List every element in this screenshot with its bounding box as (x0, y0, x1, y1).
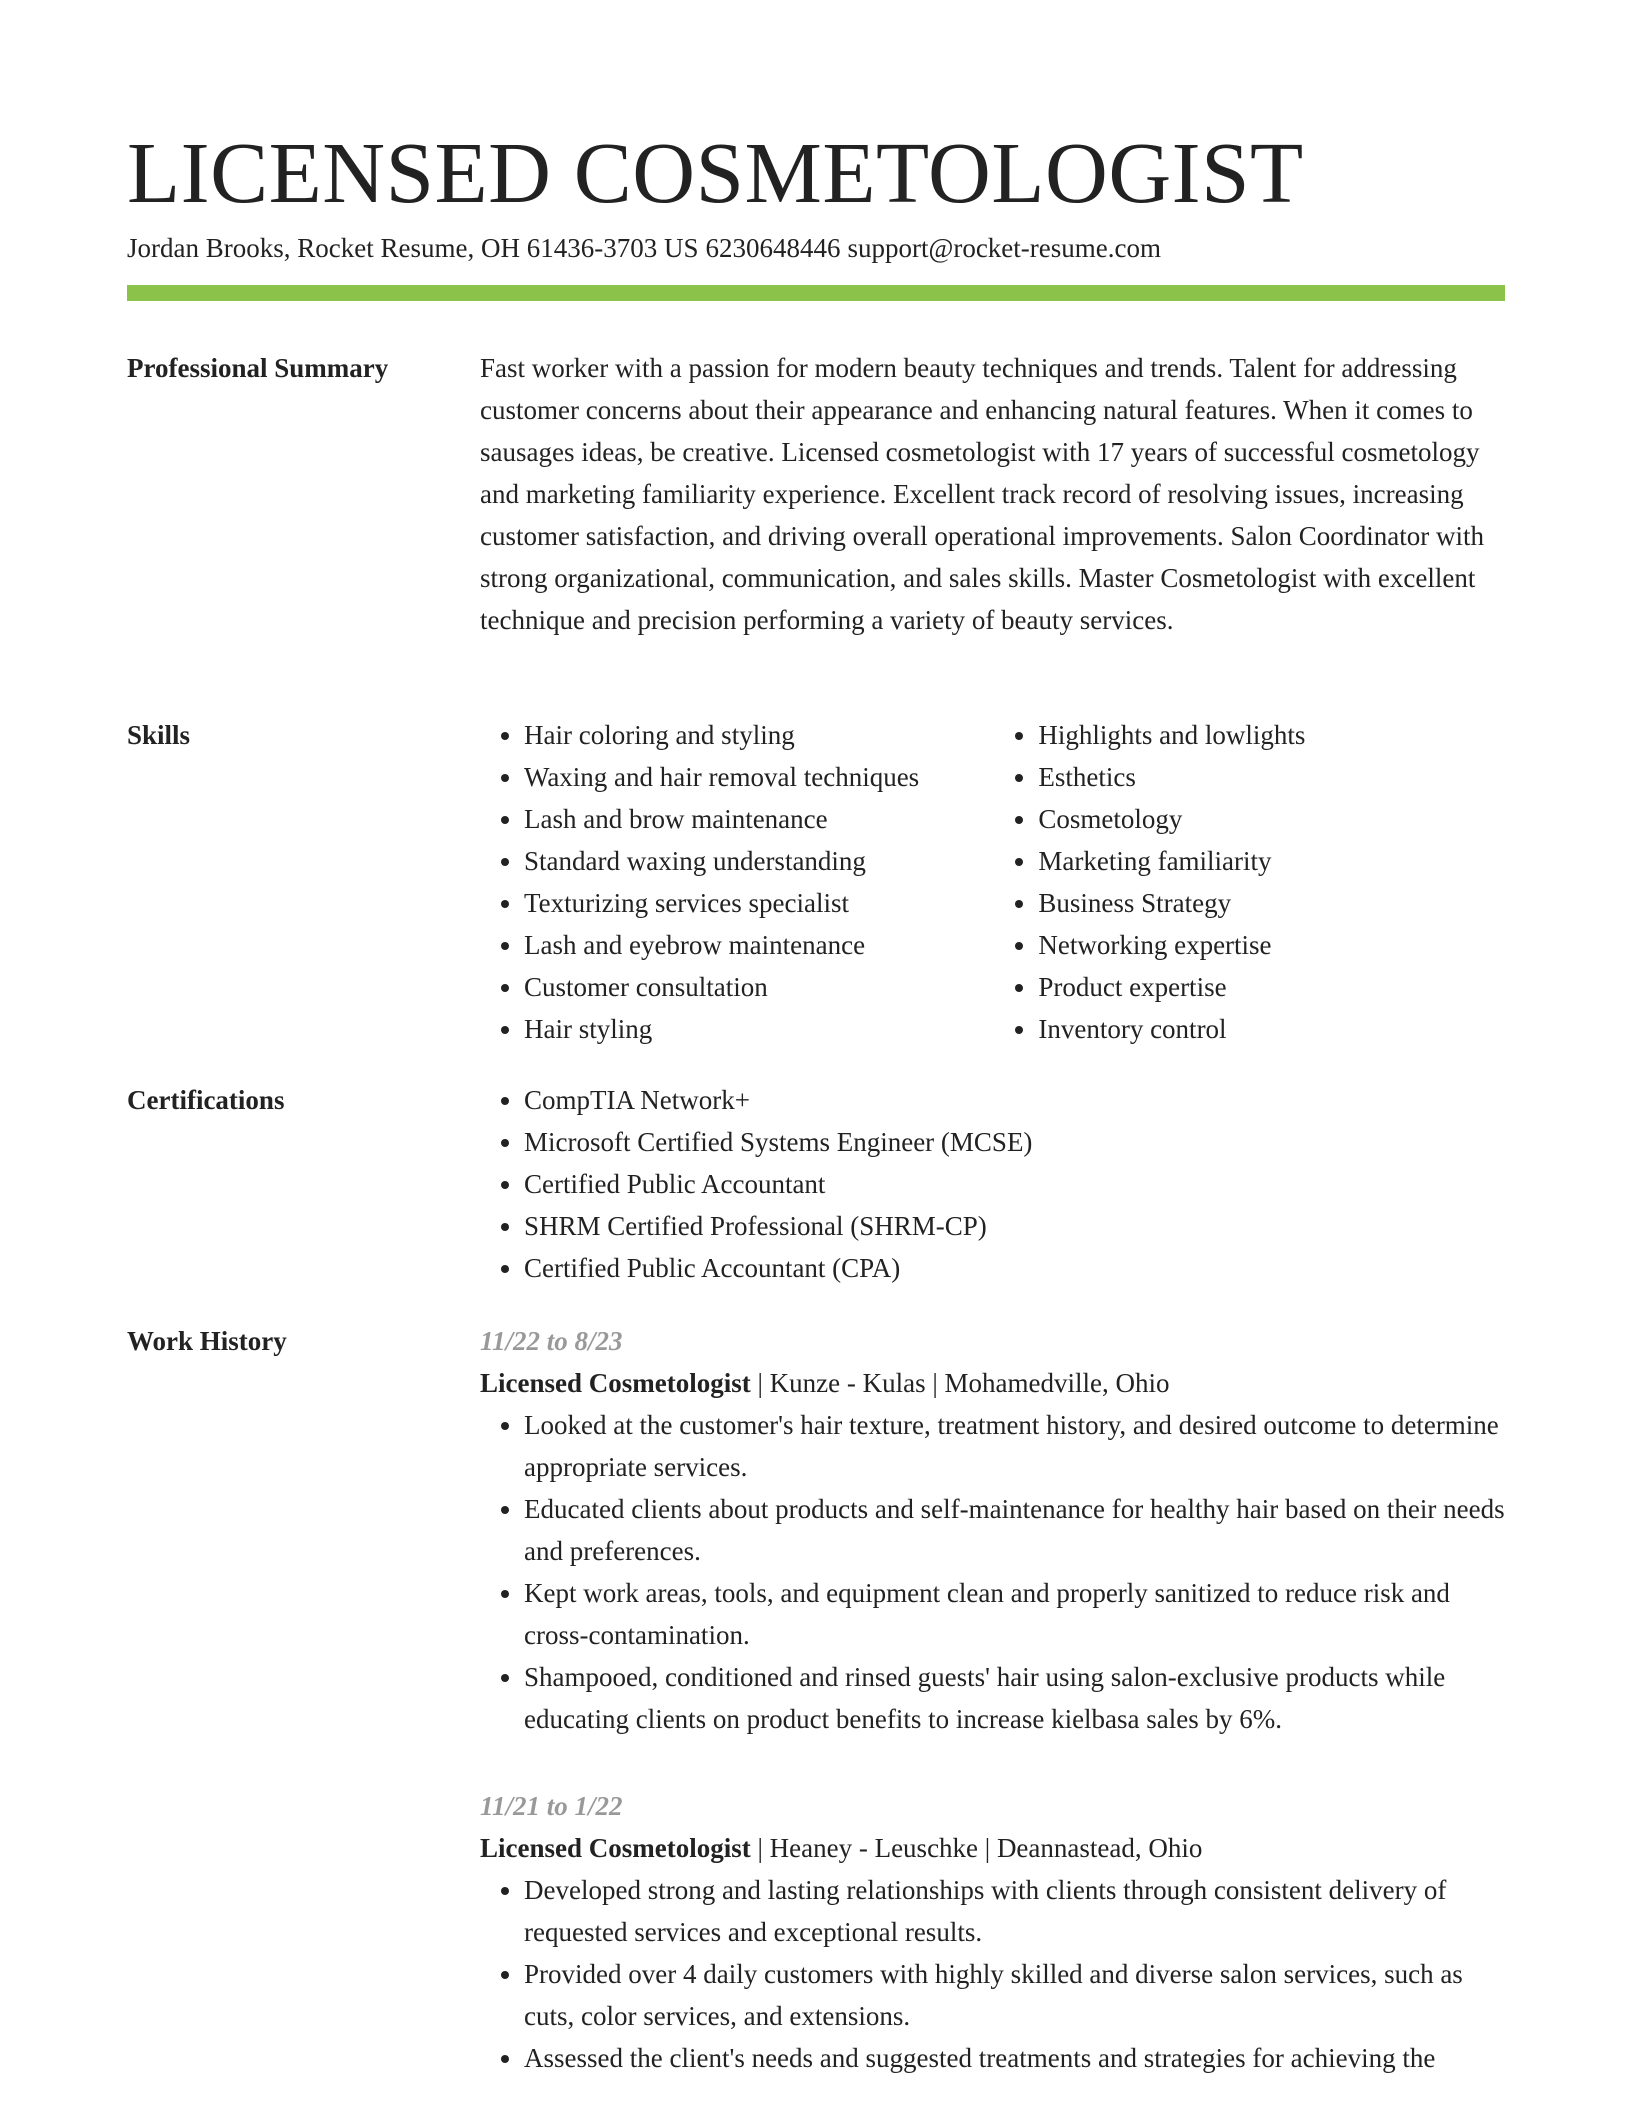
certifications-list (480, 1079, 1505, 1289)
list-item: • Cosmetology (1038, 798, 1505, 840)
list-item: • Highlights and lowlights (1038, 714, 1505, 756)
certifications-heading: Certifications (127, 1085, 285, 1115)
list-item: • Customer consultation (524, 966, 994, 1008)
summary-text: Fast worker with a passion for modern beauty techniques and trends. Talent for addressing customer concerns about their appearance and enhancing natural features. When it comes to sausages ideas, be creative. Licensed cosmetologist with 17 years of successful cosmetology and marketing familiarity experience. Excellent track record of resolving issues, increasing customer satisfaction, and driving overall operational improvements. Salon Coordinator with strong organizational, communication, and sales skills. Master Cosmetologist with excellent technique and precision performing a variety of beauty services. (480, 353, 1485, 635)
skills-column-2 (994, 714, 1505, 1050)
list-item: • Educated clients about products and self-maintenance for healthy hair based on their needs and preferences. (524, 1488, 1505, 1572)
list-item: • Product expertise (1038, 966, 1505, 1008)
job-title: Licensed Cosmetologist (480, 1368, 751, 1398)
job-details: | Kunze - Kulas | Mohamedville, Ohio (750, 1368, 1170, 1398)
job-heading (480, 1827, 1505, 1869)
list-item: • Certified Public Accountant (CPA) (524, 1247, 1505, 1289)
list-item: • Inventory control (1038, 1008, 1505, 1050)
contact-line (127, 230, 1161, 266)
list-item: • Looked at the customer's hair texture, treatment history, and desired outcome to determine appropriate services. (524, 1404, 1505, 1488)
resume-title: LICENSED COSMETOLOGIST (127, 124, 1304, 221)
list-item: • Marketing familiarity (1038, 840, 1505, 882)
job-details: | Heaney - Leuschke | Deannastead, Ohio (750, 1833, 1203, 1863)
summary-section (480, 347, 1505, 641)
list-item: • Provided over 4 daily customers with highly skilled and diverse salon services, such as cuts, color services, and extensions. (524, 1953, 1505, 2037)
list-item: • Networking expertise (1038, 924, 1505, 966)
job-dates: 11/22 to 8/23 (480, 1326, 623, 1356)
list-item: • Kept work areas, tools, and equipment clean and properly sanitized to reduce risk and cross-contamination. (524, 1572, 1505, 1656)
skills-section (480, 714, 1505, 1050)
list-item: • CompTIA Network+ (524, 1079, 1505, 1121)
list-item: • Business Strategy (1038, 882, 1505, 924)
list-item: • SHRM Certified Professional (SHRM-CP) (524, 1205, 1505, 1247)
list-item: • Certified Public Accountant (524, 1163, 1505, 1205)
job-entry (480, 1785, 1505, 2079)
list-item: • Lash and eyebrow maintenance (524, 924, 994, 966)
skills-column-1 (480, 714, 994, 1050)
job-title: Licensed Cosmetologist (480, 1833, 751, 1863)
list-item: • Microsoft Certified Systems Engineer (MCSE) (524, 1121, 1505, 1163)
list-item: • Esthetics (1038, 756, 1505, 798)
list-item: • Shampooed, conditioned and rinsed guests' hair using salon-exclusive products while educating clients on product benefits to increase kielbasa sales by 6%. (524, 1656, 1505, 1740)
list-item: • Waxing and hair removal techniques (524, 756, 994, 798)
job-dates: 11/21 to 1/22 (480, 1791, 623, 1821)
list-item: • Assessed the client's needs and suggested treatments and strategies for achieving the (524, 2037, 1505, 2079)
work-history-heading: Work History (127, 1326, 287, 1356)
list-item: • Developed strong and lasting relationships with clients through consistent delivery of requested services and exceptional results. (524, 1869, 1505, 1953)
certifications-section (480, 1079, 1505, 1289)
list-item: • Lash and brow maintenance (524, 798, 994, 840)
list-item: • Hair coloring and styling (524, 714, 994, 756)
summary-heading: Professional Summary (127, 353, 389, 383)
list-item: • Standard waxing understanding (524, 840, 994, 882)
skills-grid (480, 714, 1505, 1050)
skills-heading: Skills (127, 720, 191, 750)
job-heading (480, 1362, 1505, 1404)
job-entry (480, 1320, 1505, 1740)
job-bullets (480, 1869, 1505, 2079)
contact-email: support@rocket-resume.com (847, 233, 1161, 263)
header-divider (127, 285, 1505, 301)
list-item: • Hair styling (524, 1008, 994, 1050)
contact-phone: 6230648446 (705, 233, 841, 263)
job-bullets (480, 1404, 1505, 1740)
contact-name-location: Jordan Brooks, Rocket Resume, OH 61436-3703 US (127, 233, 699, 263)
list-item: • Texturizing services specialist (524, 882, 994, 924)
